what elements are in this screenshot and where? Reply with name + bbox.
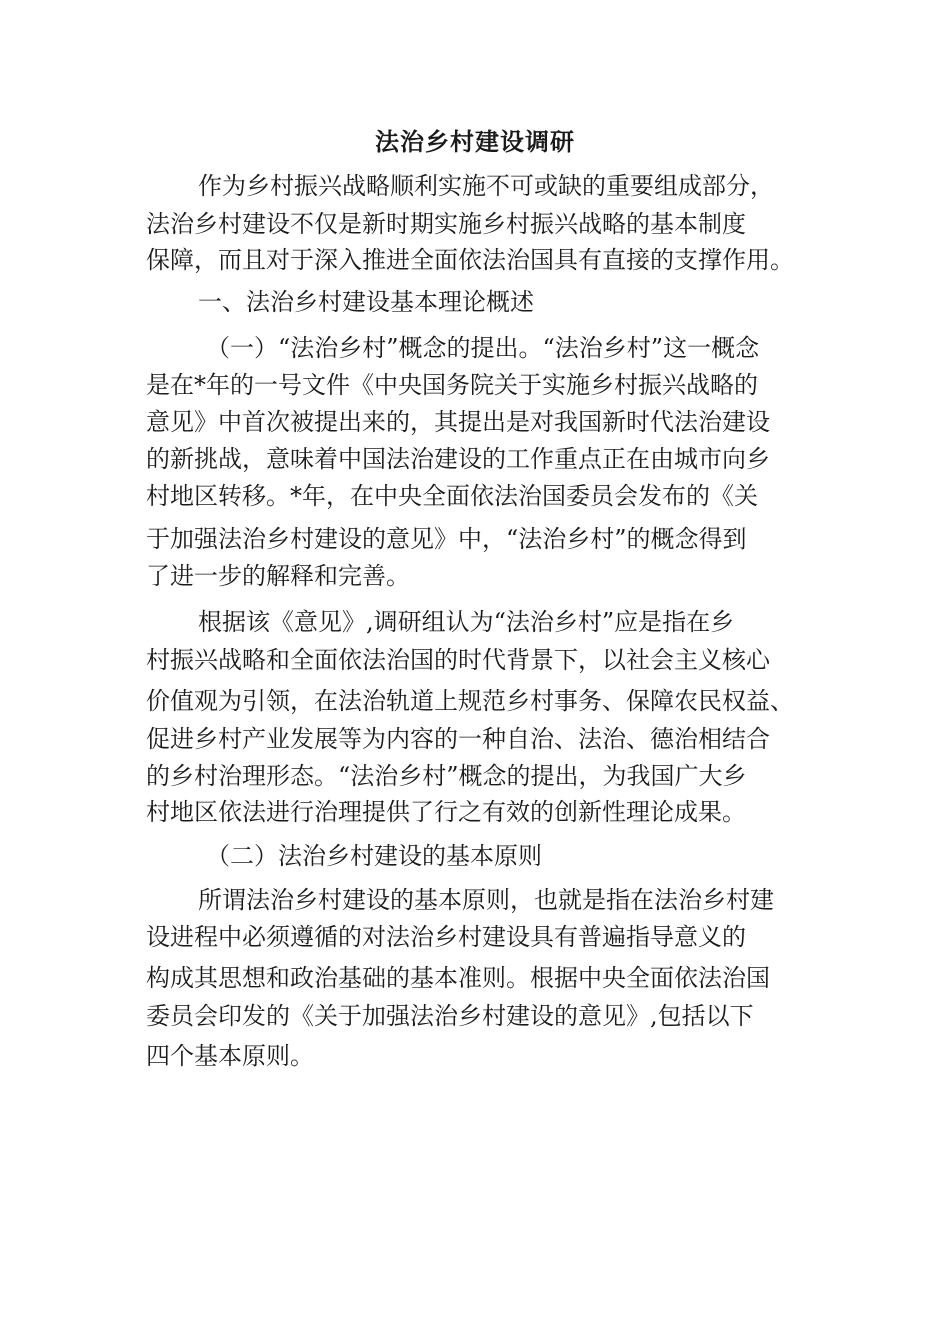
section-heading: （二）法治乡村建设的基本原则 [206,842,542,870]
text-line: 法治乡村建设不仅是新时期实施乡村振兴战略的基本制度 [146,210,746,238]
text-line: 于加强法治乡村建设的意见》中，“法治乡村”的概念得到 [146,525,747,553]
text-line: 保障，而且对于深入推进全面依法治国具有直接的支撑作用。 [146,246,794,274]
text-line: 作为乡村振兴战略顺利实施不可或缺的重要组成部分， [198,172,774,200]
text-line: 的乡村治理形态。“法治乡村”概念的提出，为我国广大乡 [146,762,747,790]
text-line: 促进乡村产业发展等为内容的一种自治、法治、德治相结合 [146,725,770,753]
text-line: （一）“法治乡村”概念的提出。“法治乡村”这一概念 [206,334,760,362]
text-line: 意见》中首次被提出来的，其提出是对我国新时代法治建设 [146,408,770,436]
text-line: 村振兴战略和全面依法治国的时代背景下，以社会主义核心 [146,646,770,674]
section-heading: 一、法治乡村建设基本理论概述 [198,288,534,316]
text-line: 构成其思想和政治基础的基本准则。根据中央全面依法治国 [146,964,770,992]
text-line: 村地区依法进行治理提供了行之有效的创新性理论成果。 [146,798,746,826]
text-line: 四个基本原则。 [146,1042,314,1070]
text-line: 村地区转移。*年，在中央全面依法治国委员会发布的《关 [146,482,758,510]
text-line: 委员会印发的《关于加强法治乡村建设的意见》,包括以下 [146,1002,754,1030]
text-line: 所谓法治乡村建设的基本原则，也就是指在法治乡村建 [198,886,774,914]
text-line: 了进一步的解释和完善。 [146,562,410,590]
text-line: 设进程中必须遵循的对法治乡村建设具有普遍指导意义的 [146,923,746,951]
document-title: 法治乡村建设调研 [375,127,575,156]
text-line: 的新挑战，意味着中国法治建设的工作重点正在由城市向乡 [146,445,770,473]
text-line: 价值观为引领，在法治轨道上规范乡村事务、保障农民权益、 [146,687,794,715]
text-line: 是在*年的一号文件《中央国务院关于实施乡村振兴战略的 [146,371,758,399]
text-line: 根据该《意见》,调研组认为“法治乡村”应是指在乡 [198,608,735,636]
